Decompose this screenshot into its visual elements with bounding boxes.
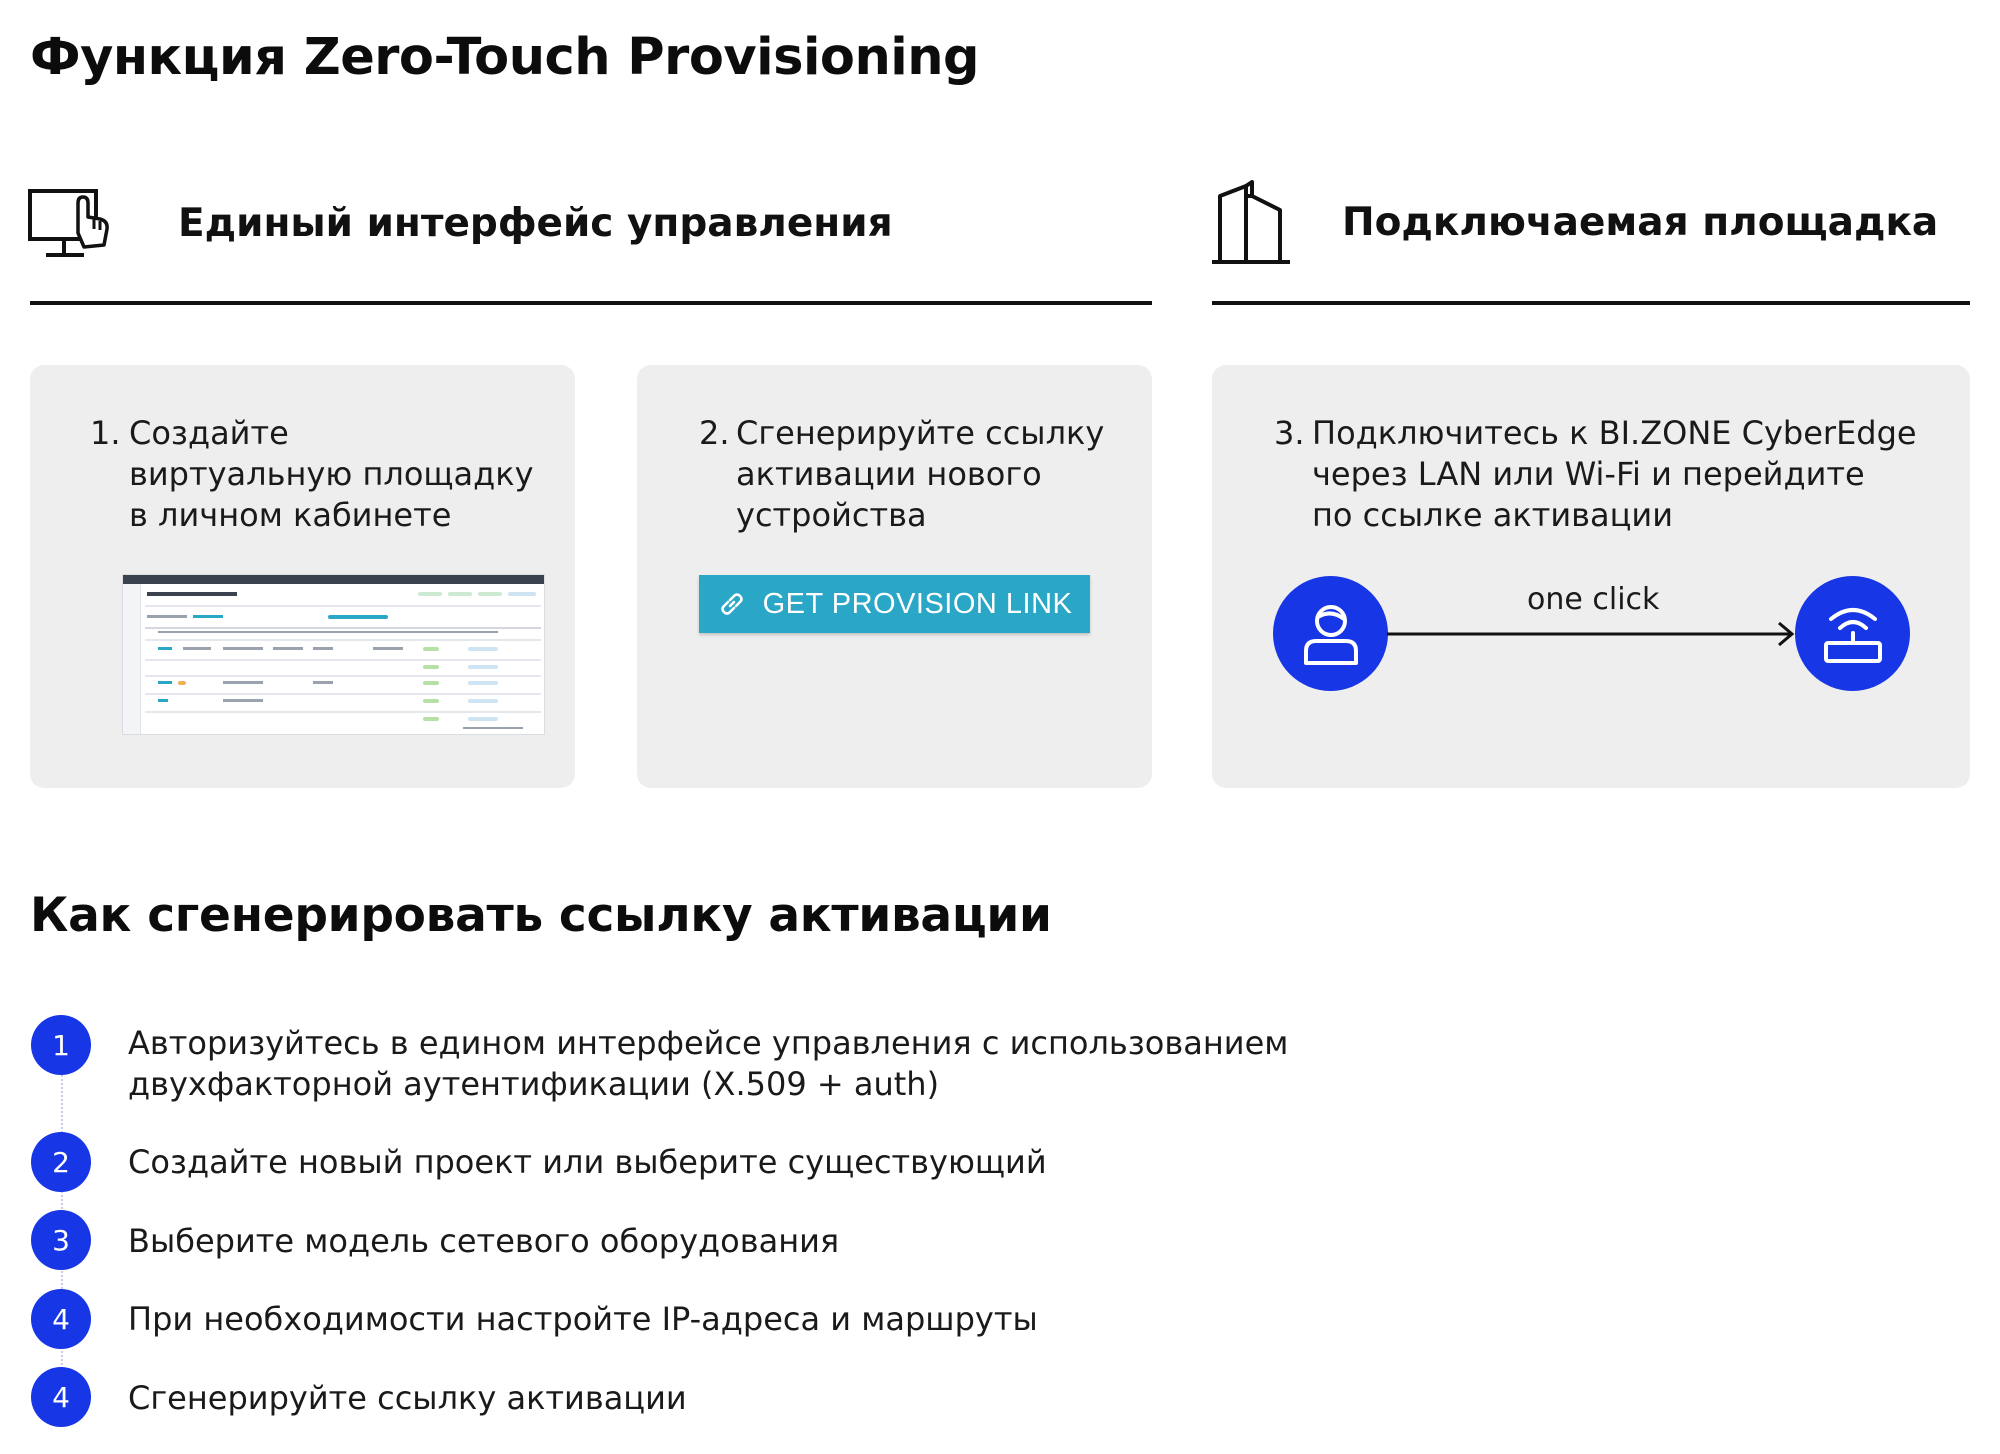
step-text-2: Создайте новый проект или выберите существующий (128, 1143, 1047, 1181)
user-icon (1300, 599, 1362, 669)
card-3-description: Подключитесь к BI.ZONE CyberEdge через LAN или Wi-Fi и перейдите по ссылке активации (1312, 414, 1917, 534)
section-divider-management (30, 301, 1152, 305)
step-badge-1: 1 (31, 1015, 91, 1075)
step-text-4: При необходимости настройте IP-адреса и маршруты (128, 1300, 1038, 1338)
link-icon (717, 589, 747, 619)
step-text-5: Сгенерируйте ссылку активации (128, 1379, 687, 1417)
get-provision-link-label: GET PROVISION LINK (762, 587, 1073, 620)
user-circle (1273, 576, 1388, 691)
router-circle (1795, 576, 1910, 691)
connector-arrow (1387, 619, 1797, 649)
step-text-1: Авторизуйтесь в едином интерфейсе управления с использованием двухфакторной аутентификации (X.509 + auth) (128, 1024, 1289, 1103)
monitor-pointer-icon (28, 183, 112, 263)
card-generate-link (637, 365, 1152, 788)
card-connect-device (1212, 365, 1970, 788)
card-3-number: 3. (1274, 414, 1305, 452)
step-text-3: Выберите модель сетевого оборудования (128, 1222, 840, 1260)
card-2-number: 2. (699, 414, 730, 452)
how-to-title: Как сгенерировать ссылку активации (30, 888, 1052, 943)
card-2-text (699, 413, 1104, 536)
card-1-text (90, 413, 534, 536)
step-badge-3: 3 (31, 1210, 91, 1270)
step-badge-2: 2 (31, 1132, 91, 1192)
building-icon (1210, 180, 1292, 264)
section-header-site (1210, 180, 1938, 264)
step-badge-5: 4 (31, 1367, 91, 1427)
page-title: Функция Zero-Touch Provisioning (30, 28, 980, 87)
card-2-description: Сгенерируйте ссылку активации нового устройства (736, 414, 1105, 534)
section-header-management (28, 183, 893, 263)
section-title-site: Подключаемая площадка (1342, 199, 1939, 245)
card-3-text (1274, 413, 1917, 536)
section-divider-site (1212, 301, 1970, 305)
card-1-description: Создайте виртуальную площадку в личном кабинете (129, 414, 534, 534)
section-title-management: Единый интерфейс управления (178, 200, 893, 246)
step-badge-4: 4 (31, 1289, 91, 1349)
dashboard-screenshot (122, 574, 545, 735)
card-1-number: 1. (90, 414, 121, 452)
router-icon (1820, 603, 1886, 665)
card-create-site (30, 365, 575, 788)
connector-label: one click (1527, 582, 1660, 617)
get-provision-link-button[interactable] (699, 575, 1090, 633)
